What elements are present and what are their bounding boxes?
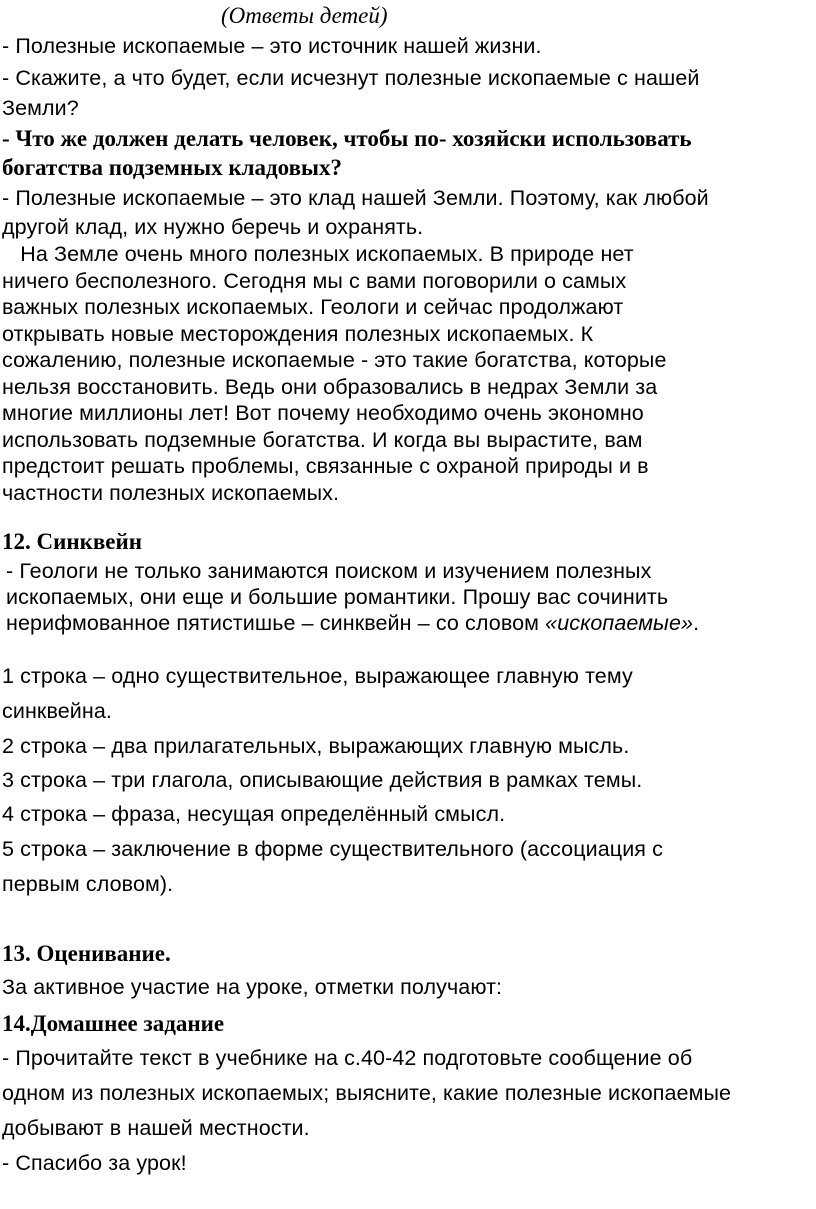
treasure-line-cont: другой клад, их нужно беречь и охранять. bbox=[2, 215, 424, 239]
sinkwine-intro: - Геологи не только занимаются поиском и изучением полезных bbox=[6, 559, 652, 583]
sinkwine-rule: синквейна. bbox=[2, 699, 112, 723]
homework-line: - Прочитайте текст в учебнике на с.40-42 подготовьте сообщение об bbox=[2, 1046, 693, 1070]
paragraph-line: частности полезных ископаемых. bbox=[2, 481, 340, 505]
key-question: - Что же должен делать человек, чтобы по- хозяйски использовать bbox=[2, 126, 692, 151]
paragraph-line: открывать новые месторождения полезных ископаемых. К bbox=[2, 322, 594, 346]
children-answers-note: (Ответы детей) bbox=[221, 3, 388, 28]
sinkwine-rule: 5 строка – заключение в форме существительного (ассоциация с bbox=[2, 837, 663, 861]
section-12-heading: 12. Синквейн bbox=[2, 529, 142, 554]
sinkwine-intro bbox=[6, 609, 699, 637]
section-14-heading: 14.Домашнее задание bbox=[2, 1011, 225, 1036]
paragraph-line: сожалению, полезные ископаемые - это такие богатства, которые bbox=[2, 348, 667, 372]
statement-line: - Полезные ископаемые – это источник нашей жизни. bbox=[2, 34, 542, 58]
sinkwine-intro-end: . bbox=[693, 611, 700, 635]
section-13-heading: 13. Оценивание. bbox=[2, 941, 171, 966]
paragraph-line: предстоит решать проблемы, связанные с охраной природы и в bbox=[2, 454, 649, 478]
treasure-line: - Полезные ископаемые – это клад нашей Земли. Поэтому, как любой bbox=[2, 186, 709, 210]
sinkwine-intro-text: нерифмованное пятистишье – синквейн – со словом bbox=[6, 611, 546, 635]
paragraph-line: нельзя восстановить. Ведь они образовались в недрах Земли за bbox=[2, 375, 658, 399]
paragraph-line: На Земле очень много полезных ископаемых. В природе нет bbox=[2, 242, 634, 266]
sinkwine-rule: первым словом). bbox=[2, 872, 174, 896]
sinkwine-keyword: «ископаемые» bbox=[545, 611, 694, 635]
paragraph-line: использовать подземные богатства. И когда вы вырастите, вам bbox=[2, 428, 643, 452]
key-question-cont: богатства подземных кладовых? bbox=[2, 155, 342, 180]
homework-line: добывают в нашей местности. bbox=[2, 1116, 310, 1140]
sinkwine-rule: 1 строка – одно существительное, выражающее главную тему bbox=[2, 664, 633, 688]
paragraph-line: многие миллионы лет! Вот почему необходимо очень экономно bbox=[2, 401, 644, 425]
sinkwine-intro: ископаемых, они еще и большие романтики. Прошу вас сочинить bbox=[6, 585, 669, 609]
homework-line: одном из полезных ископаемых; выясните, какие полезные ископаемые bbox=[2, 1081, 732, 1105]
grading-text: За активное участие на уроке, отметки получают: bbox=[2, 975, 503, 999]
paragraph-line: ничего бесполезного. Сегодня мы с вами поговорили о самых bbox=[2, 269, 627, 293]
paragraph-line: важных полезных ископаемых. Геологи и сейчас продолжают bbox=[2, 295, 624, 319]
question-line-cont: Земли? bbox=[2, 96, 79, 120]
sinkwine-rule: 4 строка – фраза, несущая определённый смысл. bbox=[2, 802, 506, 826]
sinkwine-rule: 2 строка – два прилагательных, выражающих главную мысль. bbox=[2, 734, 630, 758]
sinkwine-rule: 3 строка – три глагола, описывающие действия в рамках темы. bbox=[2, 768, 643, 792]
thanks-line: - Спасибо за урок! bbox=[2, 1151, 187, 1175]
question-line: - Скажите, а что будет, если исчезнут полезные ископаемые с нашей bbox=[2, 66, 700, 90]
